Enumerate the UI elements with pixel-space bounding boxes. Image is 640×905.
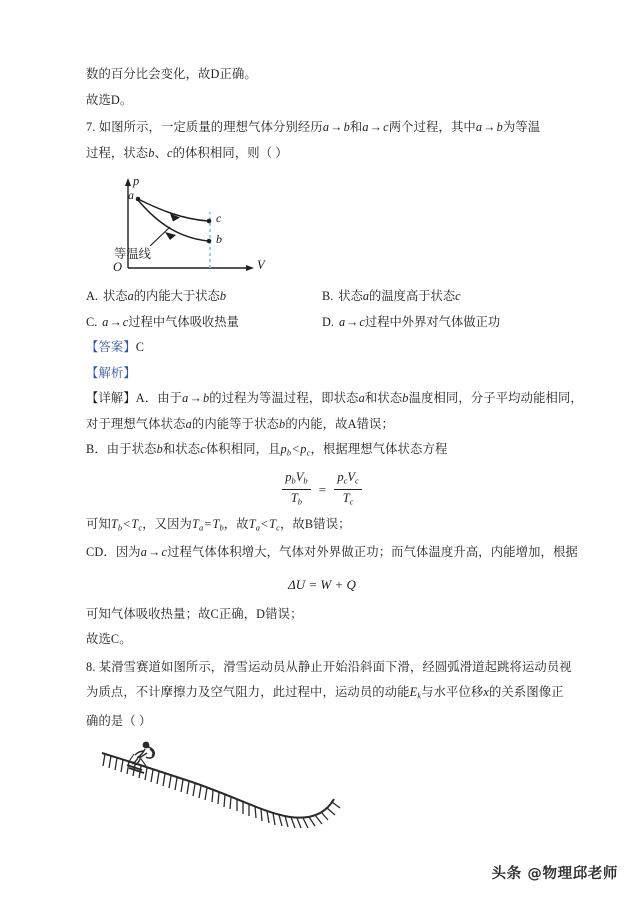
pv-point-label-a: a [128,188,134,202]
q8-stem-text-1: 某滑雪赛道如图所示，滑雪运动员从静止开始沿斜面下滑，经圆弧滑道起跳将运动员视 [98,659,572,674]
q8-var-ek: E [409,685,418,700]
after-f1-t1: T [110,516,118,531]
after-f1-t2: T [131,516,139,531]
detail-a-var-b: b [202,391,210,405]
analysis-label: 【解析】 [86,365,136,380]
q7-arrow-3: → [483,120,496,134]
q7-dun: 、 [154,145,168,160]
detail-line-b [86,437,558,466]
detail-a-var-b2: b [402,391,409,405]
pv-point-label-c: c [216,211,222,225]
option-d-label: D. [322,314,334,329]
option-b-var-1: a [362,289,370,303]
formula-left-t-sub: b [297,497,302,507]
q7-stem-text-d: 过程，状态 [86,145,149,160]
detail-b-p1: p [280,442,287,456]
q8-stem-text-2b: 与水平位移 [421,685,484,700]
detail-a2-pre: 对于理想气体状态 [86,416,186,431]
page-content [86,62,583,846]
formula-left-v: V [295,469,304,484]
option-a-text-pre: 状态 [102,289,128,303]
detail-line-a2 [86,412,558,438]
formula-right-numerator [334,470,361,490]
detail-a-end: 温度相同，分子平均动能相同， [408,391,583,405]
prev-answer-line-2: 故选D。 [86,92,133,107]
question-7-stem-line-2 [86,141,558,167]
detail-b-pre: B．由于状态 [86,442,157,456]
q7-var-a3: a [475,120,483,134]
q7-var-a2: a [362,120,369,134]
option-row-cd [86,310,558,336]
detail-line-cd [86,540,578,566]
detail-cd-post: 过程气体体积增大，气体对外界做正功；而气体温度升高，内能增加，根据 [167,545,578,560]
option-c-text-post: 过程中气体吸收热量 [128,314,239,329]
watermark: 头条 @物理邱老师 [491,866,618,882]
formula-right-p-sub: c [343,476,348,486]
option-a[interactable] [86,284,322,310]
q7-stem-and: 和 [349,120,363,134]
pv-isotherm-label: 等温线 [114,247,151,261]
formula-left-denominator [282,490,310,509]
question-8-stem-line-1 [86,655,572,681]
pv-origin-label: O [113,260,123,274]
detail-a-var-a: a [182,391,189,405]
q7-var-b3: b [148,145,155,160]
detail-cd-pre: CD．因为 [86,545,141,560]
detail-line-after-formula-2: 可知气体吸收热量；故C正确，D错误； [86,606,303,621]
detail-line-after-formula-1 [86,512,558,541]
q7-stem-text-e: 的体积相同，则（ ） [172,145,288,160]
after-f1-mid-2: ，故 [223,516,249,531]
detail-b-lt: < [292,442,300,456]
after-f1-eq: = [204,516,212,531]
option-row-ab [86,284,558,310]
detail-a-mid: 和状态 [364,391,403,405]
question-8-stem-line-2 [86,680,564,709]
formula-first-law-thermodynamics [86,570,558,600]
option-a-var-2: b [219,289,226,303]
ski-slope-diagram [94,741,354,846]
detail-label: 【详解】 [86,391,136,405]
option-c-var-2: c [122,314,129,329]
formula-right-t-sub: c [349,497,354,507]
formula-right-fraction [334,470,361,510]
option-a-var-1: a [127,289,134,303]
pv-point-label-b: b [216,232,222,246]
detail-cd-var-c: c [161,545,168,560]
option-c[interactable] [86,310,322,336]
detail-b-and: 和状态 [162,442,201,456]
detail-line-a1 [86,386,583,412]
detail-a-arrow: → [189,391,202,405]
option-b-label: B. [322,289,334,303]
after-f1-t6-sub: c [276,522,281,532]
after-f1-end: ，故B错误； [280,516,351,531]
q7-var-a1: a [322,120,330,134]
option-a-text-mid: 的内能大于状态 [133,289,220,303]
pv-axis-label-p: p [133,174,140,188]
q7-var-b2: b [496,120,503,134]
formula-left-p: p [285,469,292,484]
detail-b-p1-sub: b [286,448,292,458]
q7-var-b1: b [343,120,350,134]
question-7-options [86,284,558,335]
after-f1-t5: T [248,516,256,531]
question-7-number: 7. [86,120,96,134]
q7-stem-text-c: 为等温 [502,120,541,134]
analysis-row [86,361,558,387]
after-f1-t4: T [212,516,220,531]
q8-stem-text-2a: 为质点，不计摩擦力及空气阻力，此过程中，运动员的动能 [86,685,410,700]
detail-b-end: ，根据理想气体状态方程 [310,442,448,456]
option-a-label: A. [86,289,98,303]
detail-b-p2-sub: c [306,448,311,458]
detail-b-var-b: b [156,442,163,456]
after-f1-t2-sub: c [138,522,143,532]
detail-a-var-a2: a [358,391,365,405]
option-c-var-1: a [102,314,109,329]
pressure-volume-diagram [100,172,300,280]
q8-stem-text-2c: 的关系图像正 [489,685,564,700]
after-f1-pre: 可知 [86,516,111,531]
option-d-var-2: c [359,314,365,329]
q7-arrow-2: → [369,120,383,134]
formula-right-p: p [337,469,344,484]
after-f1-mid: ，又因为 [142,516,193,531]
detail-cd-var-a: a [140,545,148,560]
q7-var-c2: c [167,145,173,160]
detail-a2-end: 的内能，故A错误； [285,416,394,431]
pv-axis-label-v: V [257,258,265,272]
q8-var-ek-sub: k [417,691,422,701]
detail-a2-var-b: b [279,416,286,431]
formula-left-numerator [282,470,310,490]
answer-row [86,335,558,361]
option-d-var-1: a [338,314,346,329]
after-f1-lt-1: < [123,516,131,531]
formula-right-denominator [334,490,361,509]
q8-var-x: x [483,685,490,700]
formula-right-v: V [347,469,355,484]
detail-a2-var-a: a [185,416,192,431]
question-8-number: 8. [86,659,96,674]
detail-b-var-c: c [200,442,206,456]
detail-a-post: 的过程为等温过程，即状态 [209,391,359,405]
formula-equals-sign: = [318,481,327,497]
detail-b-mid: 体积相同，且 [205,442,281,456]
option-d-text-post: 过程中外界对气体做正功 [364,314,501,329]
formula-delta-u-w-q: ΔU = W + Q [288,576,356,592]
formula-left-p-sub: b [291,476,296,486]
q7-var-c1: c [383,120,389,134]
after-f1-t1-sub: b [117,522,123,532]
option-d[interactable] [322,310,558,336]
after-f1-t3-sub: a [199,522,204,532]
question-7-stem-line-1 [86,115,558,141]
option-d-arrow: → [346,314,359,329]
formula-right-v-sub: c [355,476,359,486]
formula-left-v-sub: b [303,476,308,486]
question-8-stem-line-3: 确的是（ ） [86,714,152,729]
after-f1-t6: T [269,516,277,531]
option-b-text-pre: 状态 [338,289,363,303]
answer-label: 【答案】 [86,340,136,354]
question-7-conclusion: 故选C。 [86,632,132,647]
q7-stem-text-b: 两个过程，其中 [388,120,476,134]
formula-right-t: T [342,491,350,506]
option-c-arrow: → [109,314,122,329]
answer-value: C [135,340,145,354]
q7-stem-text-a: 如图所示，一定质量的理想气体分别经历 [98,120,323,134]
option-b-var-2: c [455,289,461,303]
detail-b-p2: p [300,442,307,456]
option-c-label: C. [86,314,98,329]
formula-left-fraction [282,470,310,510]
after-f1-t3: T [192,516,200,531]
option-b[interactable] [322,284,558,310]
option-b-text-mid: 的温度高于状态 [369,289,456,303]
detail-cd-arrow: → [148,545,161,560]
after-f1-lt-2: < [261,516,269,531]
formula-gas-state-equation [86,470,558,510]
detail-a2-mid: 的内能等于状态 [191,416,280,431]
after-f1-t4-sub: b [219,522,224,532]
formula-left-t: T [290,491,298,506]
after-f1-t5-sub: a [255,522,261,532]
q7-arrow-1: → [330,120,343,134]
prev-answer-line-1: 数的百分比会变化，故D正确。 [86,67,257,81]
detail-a-pre: A．由于 [135,391,183,405]
